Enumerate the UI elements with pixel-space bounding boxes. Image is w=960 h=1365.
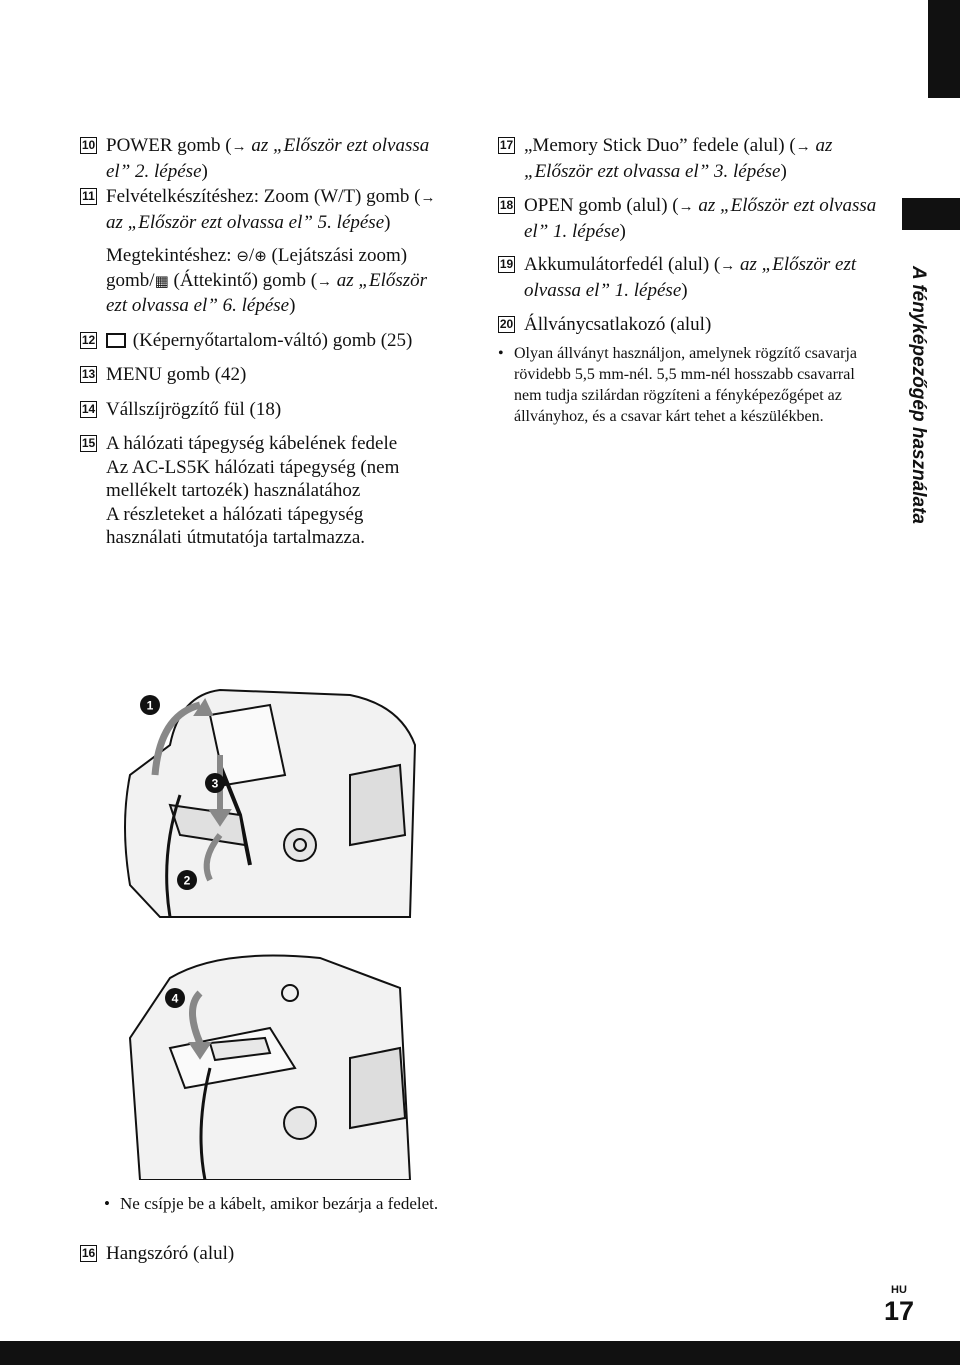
item-number: 14 — [81, 401, 96, 416]
camera-illustration-cable-cover — [100, 685, 430, 920]
item-10: 10 POWER gomb (→ az „Először ezt olvassa el” 2. lépése) — [81, 135, 430, 182]
index-icon: ▦ — [154, 271, 169, 290]
left-column — [80, 134, 440, 561]
camera-illustration-bottom-cover — [100, 948, 430, 1180]
arrow-icon: → — [678, 199, 694, 215]
section-tab-marker — [902, 198, 960, 230]
svg-text:1: 1 — [146, 698, 154, 713]
item-11-playback: Megtekintéshez: ⊖/⊕ (Lejátszási zoom) gomb/▦ (Áttekintő) gomb (→ az „Először ezt olvassa el” 6. lépése) — [106, 245, 428, 316]
item-11: 11 Felvételkészítéshez: Zoom (W/T) gomb (→ az „Először ezt olvassa el” 5. lépése) — [80, 185, 440, 234]
item-13: 13 MENU gomb (42) — [81, 364, 247, 385]
section-side-label: A fényképezőgép használata — [908, 266, 929, 524]
item-number: 11 — [80, 188, 97, 205]
arrow-icon: → — [795, 139, 811, 155]
item-number: 20 — [499, 317, 514, 331]
item-16: 16 Hangszóró (alul) — [81, 1243, 235, 1264]
arrow-icon: → — [231, 139, 247, 155]
display-toggle-icon — [106, 333, 126, 348]
item-19: 19 Akkumulátorfedél (alul) (→ az „Először ezt olvassa el” 1. lépése) — [499, 254, 857, 301]
item-number: 10 — [81, 138, 96, 152]
item-number: 18 — [499, 198, 514, 212]
arrow-icon: → — [420, 190, 436, 206]
item-17: 17 „Memory Stick Duo” fedele (alul) (→ az „Először ezt olvassa el” 3. lépése) — [499, 135, 833, 182]
item-20: 20 Állványcsatlakozó (alul) • Olyan állványt használjon, amelynek rögzítő csavarja rövidebb 5,5 mm-nél. 5,5 mm-nél hosszabb csavarral nem tudja szilárdan rögzíteni a fényképezőgépet az állványhoz, és a csavar kárt tehet a készülékben. — [498, 313, 878, 427]
arrow-icon: → — [720, 258, 736, 274]
item-18: 18 OPEN gomb (alul) (→ az „Először ezt olvassa el” 1. lépése) — [499, 195, 877, 242]
svg-text:3: 3 — [211, 776, 219, 791]
item-number: 12 — [81, 332, 96, 347]
item-12: 12 (Képernyőtartalom-váltó) gomb (25) — [81, 329, 413, 351]
arrow-icon: → — [317, 273, 333, 290]
right-column — [498, 134, 878, 438]
tripod-note: • Olyan állványt használjon, amelynek rögzítő csavarja rövidebb 5,5 mm-nél. 5,5 mm-nél hosszabb csavarral nem tudja szilárdan rögzíteni a fényképezőgépet az állványhoz, és a csavar kárt tehet a készülékben. — [498, 343, 878, 427]
zoom-out-icon: ⊖ — [236, 247, 249, 265]
item-number: 16 — [81, 1246, 96, 1260]
zoom-in-icon: ⊕ — [254, 247, 267, 265]
item-number: 15 — [81, 436, 96, 450]
item-number: 17 — [499, 138, 514, 152]
corner-tab-marker — [928, 0, 960, 98]
item-number: 13 — [81, 367, 96, 381]
svg-text:4: 4 — [171, 991, 179, 1006]
bottom-bar — [0, 1341, 960, 1365]
item-14: 14 Vállszíjrögzítő fül (18) — [81, 398, 282, 420]
page-number: HU 17 — [883, 1284, 914, 1326]
cable-note: • Ne csípje be a kábelt, amikor bezárja a fedelet. — [104, 1193, 444, 1214]
svg-text:2: 2 — [183, 873, 191, 888]
item-number: 19 — [499, 257, 514, 271]
item-15: 15 A hálózati tápegység kábelének fedele Az AC-LS5K hálózati tápegység (nem mellékelt tartozék) használatához A részleteket a hálózati tápegység használati útmutatója tartalmazza. — [81, 433, 400, 548]
